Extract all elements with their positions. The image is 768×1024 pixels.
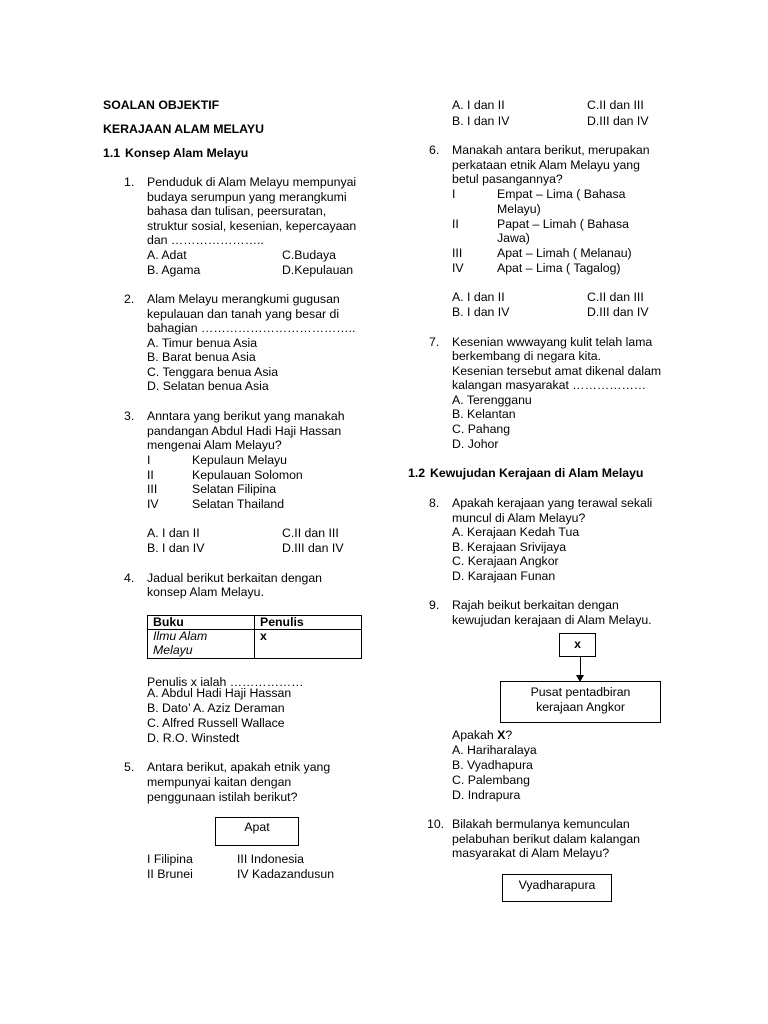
question-line: pandangan Abdul Hadi Haji Hassan	[147, 424, 342, 438]
diagram-box-line: Pusat pentadbiran	[530, 685, 631, 699]
question-number: 2.	[124, 292, 135, 306]
option-b: B. Dato’ A. Aziz Deraman	[147, 701, 285, 715]
option-d: D.III dan IV	[587, 305, 649, 319]
option-c: C. Pahang	[452, 422, 511, 436]
diagram-box-x-label: x	[574, 637, 581, 651]
question-line: budaya serumpun yang merangkumi	[147, 190, 347, 204]
option-b: B. Barat benua Asia	[147, 350, 256, 364]
table-cell-writer: x	[260, 629, 267, 643]
list-item: Apat – Lima ( Tagalog)	[497, 261, 621, 275]
page-title: SOALAN OBJEKTIF	[103, 98, 220, 112]
question-line: Bilakah bermulanya kemunculan	[452, 817, 630, 831]
option-a: A. Timur benua Asia	[147, 336, 258, 350]
list-item: Jawa)	[497, 231, 530, 245]
option-b: B. I dan IV	[452, 305, 510, 319]
question-line: Antara berikut, apakah etnik yang	[147, 760, 331, 774]
option-b: B. Vyadhapura	[452, 758, 533, 772]
table-header-buku: Buku	[153, 615, 184, 629]
list-item: IV Kadazandusun	[237, 867, 335, 881]
question-number: 6.	[429, 143, 440, 157]
question-line: bahasa dan tulisan, peersuratan,	[147, 204, 327, 218]
question-line: perkataan etnik Alam Melayu yang	[452, 158, 640, 172]
question-number: 7.	[429, 335, 440, 349]
roman-numeral: III	[452, 246, 463, 260]
question-prompt: Penulis x ialah ………………	[147, 675, 304, 689]
question-line: penggunaan istilah berikut?	[147, 790, 298, 804]
question-line: Rajah beikut berkaitan dengan	[452, 598, 619, 612]
roman-numeral: IV	[147, 497, 159, 511]
question-line: pelabuhan berikut dalam kalangan	[452, 832, 641, 846]
option-b: B. Agama	[147, 263, 201, 277]
option-a: A. Hariharalaya	[452, 743, 537, 757]
question-line: kepulauan dan tanah yang besar di	[147, 307, 340, 321]
question-line: masyarakat di Alam Melayu?	[452, 846, 610, 860]
option-b: B. Kelantan	[452, 407, 516, 421]
option-c: C. Tenggara benua Asia	[147, 365, 279, 379]
question-line: mempunyai kaitan dengan	[147, 775, 292, 789]
question-prompt: Apakah X?	[452, 728, 513, 742]
question-line: berkembang di negara kita.	[452, 349, 602, 363]
question-line: bahagian ………………………………..	[147, 321, 356, 335]
question-line: dan …………………..	[147, 233, 264, 247]
roman-numeral: II	[147, 468, 154, 482]
question-line: Jadual berikut berkaitan dengan	[147, 571, 323, 585]
question-number: 4.	[124, 571, 135, 585]
table-divider	[254, 615, 255, 659]
diagram-box-line: kerajaan Angkor	[536, 700, 625, 714]
question-line: mengenai Alam Melayu?	[147, 438, 282, 452]
list-item: III Indonesia	[237, 852, 304, 866]
option-d: D.III dan IV	[587, 114, 649, 128]
section-title-1-2: Kewujudan Kerajaan di Alam Melayu	[430, 466, 644, 480]
question-number: 9.	[429, 598, 440, 612]
question-line: kalangan masyarakat ………………	[452, 378, 647, 392]
question-line: Manakah antara berikut, merupakan	[452, 143, 650, 157]
question-number: 3.	[124, 409, 135, 423]
list-item: Apat – Limah ( Melanau)	[497, 246, 632, 260]
table-header-penulis: Penulis	[260, 615, 304, 629]
option-c: C. Palembang	[452, 773, 530, 787]
section-number-1-2: 1.2	[408, 466, 426, 480]
option-a: A. I dan II	[452, 98, 505, 112]
option-c: C.Budaya	[282, 248, 337, 262]
question-line: Alam Melayu merangkumi gugusan	[147, 292, 340, 306]
question-line: konsep Alam Melayu.	[147, 585, 264, 599]
section-title-1-1: Konsep Alam Melayu	[125, 146, 249, 160]
list-item: II Brunei	[147, 867, 193, 881]
list-item: Empat – Lima ( Bahasa	[497, 187, 626, 201]
question-line: Apakah kerajaan yang terawal sekali	[452, 496, 653, 510]
question-line: struktur sosial, kesenian, kepercayaan	[147, 219, 357, 233]
option-d: D. Selatan benua Asia	[147, 379, 269, 393]
question-line: Penduduk di Alam Melayu mempunyai	[147, 175, 357, 189]
roman-numeral: III	[147, 482, 158, 496]
roman-numeral: II	[452, 217, 459, 231]
option-a: A. I dan II	[452, 290, 505, 304]
question-line: muncul di Alam Melayu?	[452, 511, 586, 525]
roman-numeral: I	[147, 453, 151, 467]
question-line: Anntara yang berikut yang manakah	[147, 409, 345, 423]
section-number-1-1: 1.1	[103, 146, 121, 160]
option-a: A. Abdul Hadi Haji Hassan	[147, 686, 292, 700]
question-number: 1.	[124, 175, 135, 189]
option-c: C.II dan III	[587, 98, 644, 112]
list-item: Melayu)	[497, 202, 541, 216]
question-number: 10.	[427, 817, 445, 831]
option-c: C.II dan III	[587, 290, 644, 304]
list-item: I Filipina	[147, 852, 193, 866]
option-b: B. I dan IV	[452, 114, 510, 128]
term-box-label: Apat	[244, 820, 270, 834]
option-d: D. Johor	[452, 437, 499, 451]
list-item: Kepulauan Solomon	[192, 468, 303, 482]
list-item: Selatan Thailand	[192, 497, 285, 511]
option-b: B. I dan IV	[147, 541, 205, 555]
option-b: B. Kerajaan Srivijaya	[452, 540, 567, 554]
option-d: D. Karajaan Funan	[452, 569, 556, 583]
option-d: D. Indrapura	[452, 788, 521, 802]
option-a: A. Terengganu	[452, 393, 532, 407]
roman-numeral: IV	[452, 261, 464, 275]
question-number: 5.	[124, 760, 135, 774]
option-c: C. Alfred Russell Wallace	[147, 716, 285, 730]
list-item: Kepulaun Melayu	[192, 453, 288, 467]
roman-numeral: I	[452, 187, 456, 201]
question-line: Kesenian tersebut amat dikenal dalam	[452, 364, 662, 378]
option-a: A. Adat	[147, 248, 187, 262]
option-d: D. R.O. Winstedt	[147, 731, 240, 745]
table-cell-book: Ilmu Alam	[153, 629, 208, 643]
option-c: C. Kerajaan Angkor	[452, 554, 559, 568]
option-d: D.III dan IV	[282, 541, 344, 555]
topic-title: KERAJAAN ALAM MELAYU	[103, 122, 265, 136]
list-item: Papat – Limah ( Bahasa	[497, 217, 629, 231]
option-a: A. Kerajaan Kedah Tua	[452, 525, 580, 539]
table-cell-book: Melayu	[153, 643, 193, 657]
question-line: kewujudan kerajaan di Alam Melayu.	[452, 613, 652, 627]
term-box-label: Vyadharapura	[518, 878, 596, 892]
diagram-connector	[580, 657, 581, 675]
question-number: 8.	[429, 496, 440, 510]
option-c: C.II dan III	[282, 526, 339, 540]
question-line: Kesenian wwwayang kulit telah lama	[452, 335, 653, 349]
option-a: A. I dan II	[147, 526, 200, 540]
list-item: Selatan Filipina	[192, 482, 277, 496]
question-line: betul pasangannya?	[452, 172, 563, 186]
option-d: D.Kepulauan	[282, 263, 354, 277]
